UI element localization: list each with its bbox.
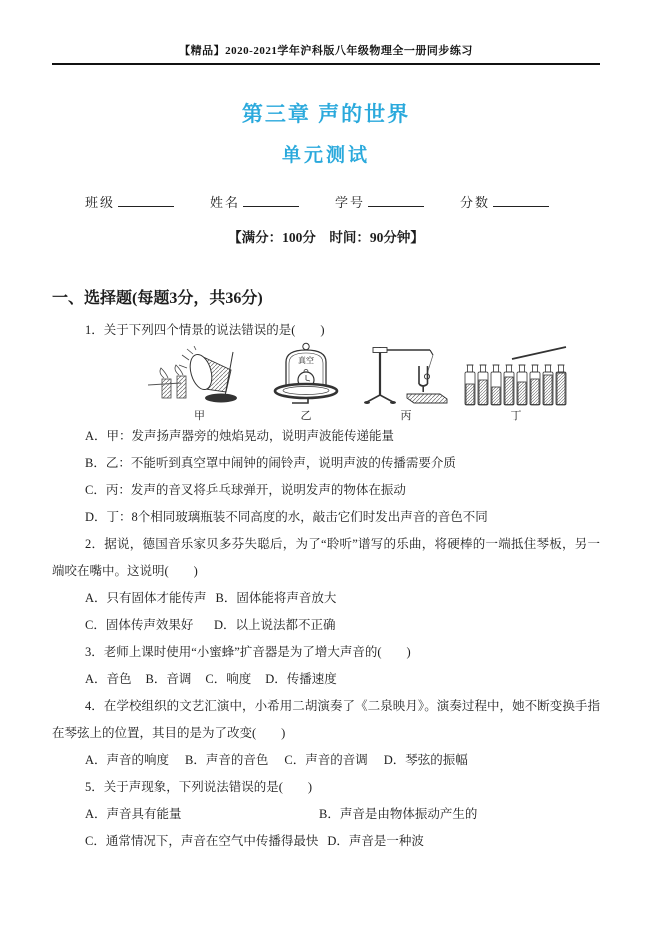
question-5-options-row-2 (52, 828, 600, 855)
question-1-option-a: A．甲：发声扬声器旁的烛焰晃动，说明声波能传递能量 (85, 429, 395, 443)
field-class (85, 192, 174, 211)
question-1-option-c: C．丙：发声的音叉将乒乓球弹开，说明发声的物体在振动 (85, 483, 406, 497)
question-5-option-d: D．声音是一种波 (327, 834, 424, 848)
test-subtitle: 单元测试 (281, 145, 370, 166)
question-3-option-d: D．传播速度 (265, 672, 337, 686)
question-3 (52, 639, 600, 693)
question-4-stem: 4．在学校组织的文艺汇演中，小希用二胡演奏了《二泉映月》。演奏过程中，她不断变换手指在琴弦上的位置，其目的是为了改变( ) (52, 699, 600, 740)
question-4-option-b: B．声音的音色 (185, 753, 269, 767)
question-1-stem: 1．关于下列四个情景的说法错误的是( ) (85, 323, 325, 337)
question-2-option-d: D．以上说法都不正确 (214, 618, 336, 632)
question-5-options-row-1 (52, 801, 600, 828)
question-4 (52, 693, 600, 774)
water-bottles-illustration (462, 342, 570, 406)
bell-jar-clock-illustration (262, 342, 350, 406)
document-header (52, 42, 600, 65)
question-3-option-a: A．音色 (85, 672, 132, 686)
question-2-option-b: B．固体能将声音放大 (215, 591, 337, 605)
question-2-options-row-1 (52, 585, 600, 612)
question-1 (52, 317, 600, 531)
question-5-option-c: C．通常情况下，声音在空气中传播得最快 (85, 834, 319, 848)
question-1-option-b: B．乙：不能听到真空罩中闹钟的闹铃声，说明声波的传播需要介质 (85, 456, 456, 470)
student-info-row (52, 192, 600, 211)
figure-bing (360, 342, 452, 423)
question-4-option-d: D．琴弦的振幅 (383, 753, 468, 767)
field-score-label: 分数 (460, 195, 491, 210)
exam-info: 【满分：100分 时间：90分钟】 (228, 230, 424, 245)
speaker-candles-illustration (147, 346, 252, 406)
question-5-option-b: B．声音是由物体振动产生的 (319, 807, 478, 821)
question-4-options-row (52, 747, 600, 774)
figure-yi (262, 342, 350, 423)
figure-ding (462, 342, 570, 423)
field-score (460, 192, 549, 211)
question-2-option-a: A．只有固体才能传声 (85, 591, 207, 605)
question-3-option-c: C．响度 (205, 672, 252, 686)
name-blank-line (243, 194, 299, 207)
question-1-figures (147, 344, 600, 423)
figure-bing-label: 丙 (400, 410, 412, 422)
chapter-title: 第三章 声的世界 (241, 102, 411, 126)
question-2-stem: 2．据说，德国音乐家贝多芬失聪后，为了“聆听”谱写的乐曲，将硬棒的一端抵住琴板，另一端咬在嘴中。这说明( ) (52, 537, 600, 578)
figure-ding-label: 丁 (510, 410, 522, 422)
question-4-option-a: A．声音的响度 (85, 753, 170, 767)
header-text: 【精品】2020-2021学年沪科版八年级物理全一册同步练习 (179, 45, 473, 57)
tuning-fork-stand-illustration (360, 342, 452, 406)
field-name-label: 姓名 (210, 195, 241, 210)
field-name (210, 192, 299, 211)
field-student-id-label: 学号 (335, 195, 366, 210)
vacuum-label: 真空 (298, 356, 314, 365)
question-1-option-d: D．丁：8个相同玻璃瓶装不同高度的水，敲击它们时发出声音的音色不同 (85, 510, 488, 524)
question-3-stem: 3．老师上课时使用“小蜜蜂”扩音器是为了增大声音的( ) (85, 645, 411, 659)
question-5 (52, 774, 600, 855)
question-5-option-a: A．声音具有能量 (85, 807, 182, 821)
field-student-id (335, 192, 424, 211)
question-2-options-row-2 (52, 612, 600, 639)
figure-yi-label: 乙 (300, 410, 312, 422)
question-3-options-row (52, 666, 600, 693)
question-4-option-c: C．声音的音调 (284, 753, 368, 767)
figure-jia-label: 甲 (194, 410, 205, 422)
field-class-label: 班级 (85, 195, 116, 210)
question-5-stem: 5．关于声现象，下列说法错误的是( ) (85, 780, 313, 794)
question-3-option-b: B．音调 (145, 672, 192, 686)
class-blank-line (118, 194, 174, 207)
student-id-blank-line (368, 194, 424, 207)
score-blank-line (493, 194, 549, 207)
question-2 (52, 531, 600, 639)
section-heading: 一、选择题(每题3分，共36分) (52, 290, 263, 307)
figure-jia (147, 346, 252, 423)
question-2-option-c: C．固体传声效果好 (85, 618, 194, 632)
